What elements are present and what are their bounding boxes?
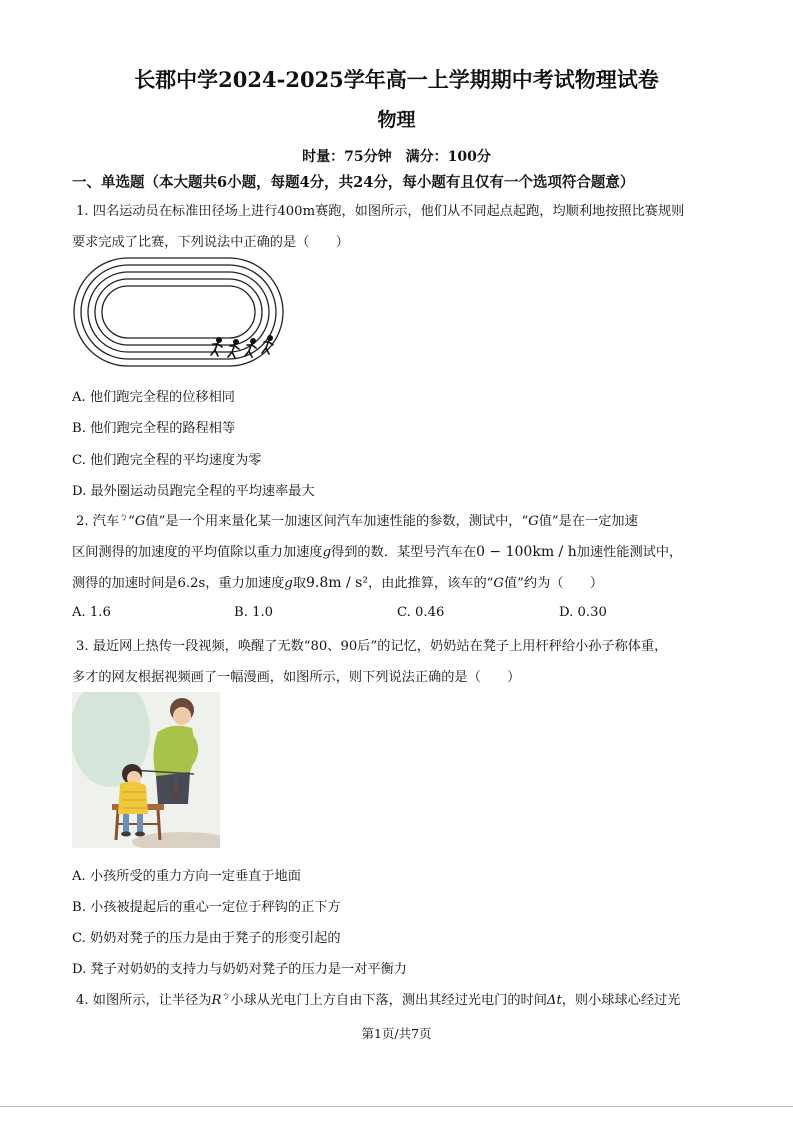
q3-option-a: A. 小孩所受的重力方向一定垂直于地面 [72, 869, 301, 884]
q2-fragment-mark: ㄅ [119, 513, 129, 523]
subject-title: 物理 [377, 109, 416, 131]
q2-text: 区间测得的加速度的平均值除以重力加速度 [72, 545, 323, 560]
runner-icon [228, 340, 239, 358]
q2-option-d: D. 0.30 [559, 605, 607, 620]
q2-text: “ [128, 514, 135, 529]
q3-option-c: C. 奶奶对凳子的压力是由于凳子的形变引起的 [72, 931, 341, 946]
q2-stem-line2 [72, 541, 682, 560]
q1-option-a: A. 他们跑完全程的位移相同 [72, 390, 235, 405]
q1-stem-line1: 1. 四名运动员在标准田径场上进行400m赛跑，如图所示，他们从不同起点起跑，均顺利地按照比赛规则 [76, 204, 685, 219]
section-heading: 一、单选题（本大题共6小题，每题4分，共24分，每小题有且仅有一个选项符合题意） [72, 174, 635, 191]
q4-stem-line1 [76, 989, 680, 1008]
running-track-figure [72, 256, 287, 371]
q4-text: 小球从光电门上方自由下落，测出其经过光电门的时间 [230, 993, 547, 1008]
q1-stem-line2: 要求完成了比赛，下列说法中正确的是（ ） [72, 235, 349, 250]
runner-icon [211, 338, 222, 356]
q2-text: 2. 汽车 [76, 514, 120, 529]
q2-option-a: A. 1.6 [72, 605, 111, 620]
q2-speed-range: 0 − 100km / h [476, 544, 577, 560]
q3-option-b: B. 小孩被提起后的重心一定位于秤钩的正下方 [72, 900, 341, 915]
q2-text: 值”是一个用来量化某一加速区间汽车加速性能的参数，测试中，“ [145, 514, 529, 529]
q2-text: ，由此推算，该车的“ [367, 576, 494, 591]
q1-option-c: C. 他们跑完全程的平均速度为零 [72, 453, 262, 468]
q2-symbol-g: g [322, 545, 332, 560]
runner-icons [211, 336, 273, 358]
q4-text: ，则小球球心经过光 [561, 993, 681, 1008]
q2-text: 值”约为（ ） [503, 576, 604, 591]
q2-text: 测得的加速时间是6.2s，重力加速度 [72, 576, 285, 591]
q3-stem-line2: 多才的网友根据视频画了一幅漫画，如图所示，则下列说法正确的是（ ） [72, 670, 521, 685]
q2-text: 得到的数．某型号汽车在 [331, 545, 477, 560]
page-bottom-divider [0, 1106, 793, 1107]
q1-option-b: B. 他们跑完全程的路程相等 [72, 421, 236, 436]
grandma-weighing-illustration [72, 692, 220, 848]
q3-stem-line1: 3. 最近网上热传一段视频，唤醒了无数“80、90后”的记忆，奶奶站在凳子上用杆秤给小孙子称体重， [76, 639, 668, 654]
q2-text: 取 [292, 576, 307, 591]
q2-text: 值”是在一定加速 [538, 514, 638, 529]
q3-option-d: D. 凳子对奶奶的支持力与奶奶对凳子的压力是一对平衡力 [72, 962, 407, 977]
q4-text: 4. 如图所示，让半径为 [76, 993, 212, 1008]
q2-symbol-G: G [493, 576, 504, 591]
q2-symbol-G: G [134, 514, 146, 529]
page-number: 第1页/共7页 [361, 1026, 432, 1041]
q2-stem-line1 [76, 510, 638, 529]
q1-option-d: D. 最外圈运动员跑完全程的平均速率最大 [72, 484, 315, 499]
q4-symbol-R: R [211, 993, 222, 1008]
q4-symbol-dt: Δt [546, 993, 562, 1008]
q2-option-c: C. 0.46 [397, 605, 445, 620]
q2-option-b: B. 1.0 [234, 605, 274, 620]
q2-text: 加速性能测试中， [576, 545, 683, 560]
exam-title: 长郡中学2024-2025学年高一上学期期中考试物理试卷 [134, 67, 659, 92]
q2-stem-line3 [72, 572, 603, 591]
q4-fragment-mark: ㄅ [221, 992, 231, 1002]
q2-symbol-g: g [284, 576, 293, 591]
exam-meta: 时量：75分钟 满分：100分 [302, 149, 491, 165]
q2-gravity-value: 9.8m / s² [306, 575, 368, 591]
q2-symbol-G: G [528, 514, 539, 529]
